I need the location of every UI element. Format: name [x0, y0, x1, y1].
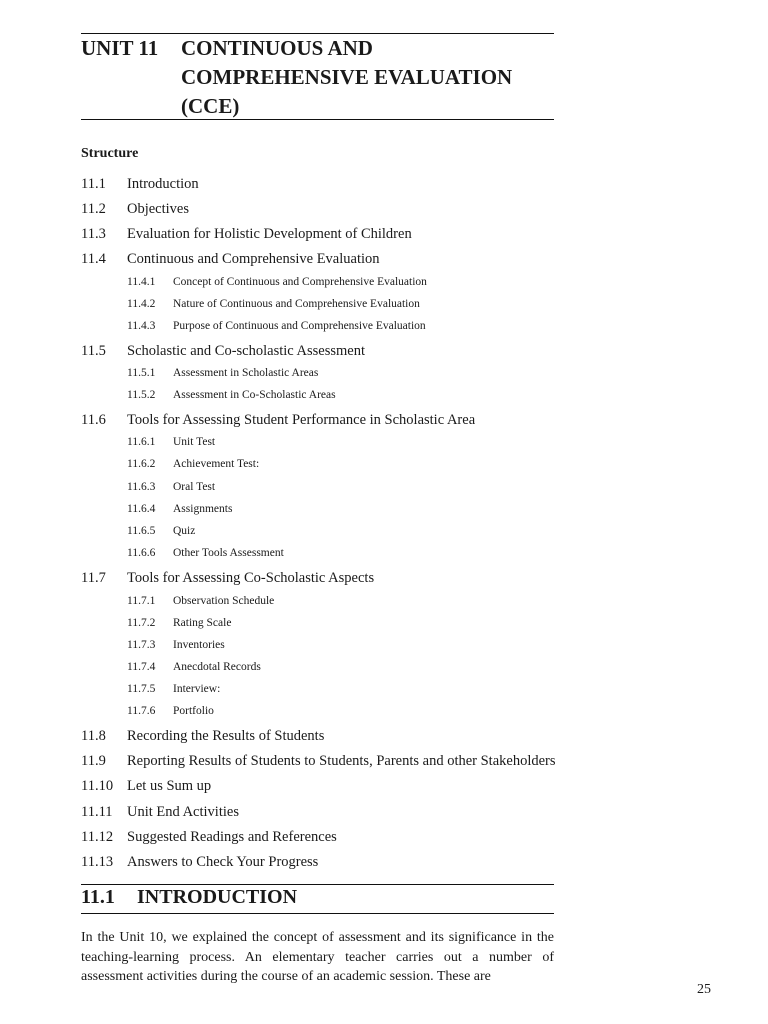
toc-item-text: Other Tools Assessment	[173, 547, 284, 559]
toc-item-number: 11.12	[81, 829, 114, 845]
toc-item-text: Answers to Check Your Progress	[127, 854, 319, 870]
toc-item-text: Achievement Test:	[173, 458, 260, 470]
toc-item-number: 11.6.6	[127, 547, 156, 559]
toc-item-text: Oral Test	[173, 481, 216, 493]
toc-item-number: 11.3	[81, 226, 106, 242]
toc-item-text: Purpose of Continuous and Comprehensive Evaluation	[173, 320, 426, 332]
toc-item-text: Portfolio	[173, 705, 214, 717]
toc-item-text: Reporting Results of Students to Students, Parents and other Stakeholders	[127, 753, 556, 769]
toc-item-text: Inventories	[173, 639, 225, 651]
toc-item-text: Scholastic and Co-scholastic Assessment	[127, 343, 366, 359]
toc-item-number: 11.11	[81, 804, 113, 820]
toc-item-number: 11.9	[81, 753, 106, 769]
toc-item-text: Objectives	[127, 201, 190, 217]
toc-item-number: 11.6.3	[127, 481, 156, 493]
toc-item-number: 11.5.2	[127, 389, 156, 401]
toc-item-text: Let us Sum up	[127, 778, 212, 794]
toc-item-number: 11.6.2	[127, 458, 156, 470]
toc-item-number: 11.13	[81, 854, 114, 870]
toc-item-text: Tools for Assessing Co-Scholastic Aspects	[127, 570, 375, 586]
toc-item-number: 11.4.2	[127, 298, 156, 310]
section-title: INTRODUCTION	[137, 886, 298, 908]
toc-item-text: Recording the Results of Students	[127, 728, 325, 744]
toc-item-number: 11.6.5	[127, 525, 156, 537]
toc-item-number: 11.7.4	[127, 661, 156, 673]
toc-item-text: Evaluation for Holistic Development of Children	[127, 226, 412, 242]
unit-heading-rule	[81, 119, 554, 120]
toc-item-number: 11.2	[81, 201, 106, 217]
unit-title: CONTINUOUS AND COMPREHENSIVE EVALUATION (CCE)	[181, 36, 513, 118]
toc-item-text: Nature of Continuous and Comprehensive Evaluation	[173, 298, 420, 310]
page-number: 25	[697, 982, 711, 997]
toc-item-number: 11.4.1	[127, 276, 156, 288]
toc-item-text: Concept of Continuous and Comprehensive Evaluation	[173, 276, 427, 288]
toc-item-text: Assignments	[173, 503, 233, 515]
toc-item-text: Quiz	[173, 525, 196, 537]
toc-item-text: Interview:	[173, 683, 221, 695]
toc-item-text: Unit Test	[173, 436, 216, 448]
toc-item-number: 11.7.5	[127, 683, 156, 695]
toc-item-number: 11.5	[81, 343, 106, 359]
toc-item-number: 11.4.3	[127, 320, 156, 332]
toc-item-number: 11.7.1	[127, 595, 156, 607]
toc-item-text: Suggested Readings and References	[127, 829, 337, 845]
toc-item-number: 11.1	[81, 176, 106, 192]
toc-item-number: 11.6.4	[127, 503, 156, 515]
toc-item-number: 11.6	[81, 412, 106, 428]
toc-item-number: 11.8	[81, 728, 106, 744]
section-number: 11.1	[81, 886, 115, 908]
toc-item-number: 11.10	[81, 778, 114, 794]
toc-item-text: Introduction	[127, 176, 199, 192]
unit-label: UNIT 11	[81, 36, 159, 60]
toc-item-text: Observation Schedule	[173, 595, 275, 607]
section-top-rule	[81, 884, 554, 885]
structure-heading: Structure	[81, 146, 139, 161]
toc-item-text: Assessment in Scholastic Areas	[173, 367, 319, 379]
toc-item-text: Unit End Activities	[127, 804, 239, 820]
toc-item-text: Anecdotal Records	[173, 661, 261, 673]
toc-item-number: 11.7.3	[127, 639, 156, 651]
toc-item-number: 11.6.1	[127, 436, 156, 448]
toc-item-number: 11.7	[81, 570, 106, 586]
toc-item-number: 11.5.1	[127, 367, 156, 379]
toc-item-number: 11.4	[81, 251, 106, 267]
toc-item-text: Assessment in Co-Scholastic Areas	[173, 389, 336, 401]
toc-item-text: Rating Scale	[173, 617, 232, 629]
toc-item-number: 11.7.2	[127, 617, 156, 629]
section-body-paragraph: In the Unit 10, we explained the concept of assessment and its significance in the teaching-learning process. An elementary teacher carries out a number of assessment activities during the course of an academic session. These are	[81, 930, 554, 984]
toc-item-text: Continuous and Comprehensive Evaluation	[127, 251, 380, 267]
toc-item-text: Tools for Assessing Student Performance in Scholastic Area	[127, 412, 476, 428]
section-bottom-rule	[81, 913, 554, 914]
toc-item-number: 11.7.6	[127, 705, 156, 717]
